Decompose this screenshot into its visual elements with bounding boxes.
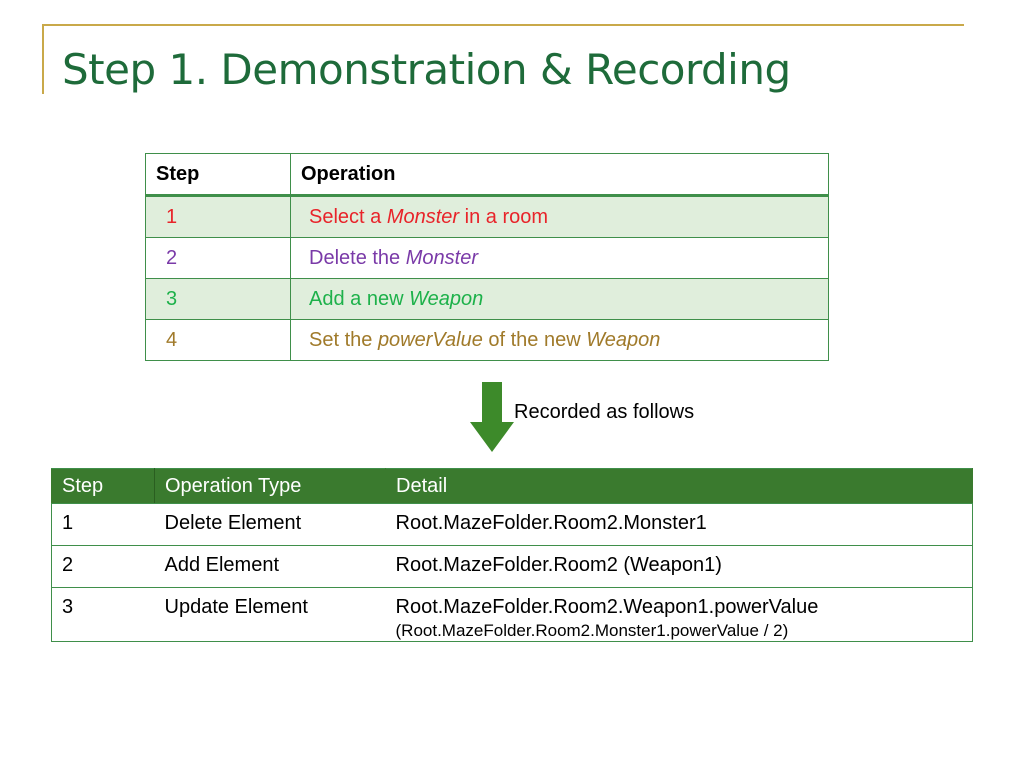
arrow-label: Recorded as follows [514,401,695,423]
rec-detail-sub: (Root.MazeFolder.Room2.Monster1.powerValue / 2) [395,621,789,640]
rec-detail [386,588,973,642]
recorded-row [52,504,973,546]
slide-title: Step 1. Demonstration & Recording [62,45,791,94]
rec-detail-main: Root.MazeFolder.Room2.Weapon1.powerValue [395,596,819,618]
decorative-left-rule [42,24,44,94]
recorded-row [52,546,973,588]
operations-row [146,320,829,361]
rec-step-number: 3 [52,588,155,642]
recorded-row [52,588,973,642]
rec-operation-type: Update Element [155,588,386,642]
rec-step-number: 1 [52,504,155,546]
op-description: Select a Monster in a room [291,196,829,238]
header-step: Step [52,469,155,504]
op-description: Delete the Monster [291,238,829,279]
operations-header-row [146,154,829,196]
recorded-operations-table [51,468,973,642]
operations-table [145,153,829,361]
rec-detail: Root.MazeFolder.Room2.Monster1 [386,504,973,546]
operations-row [146,279,829,320]
decorative-top-rule [42,24,964,26]
down-arrow-icon [468,382,516,454]
rec-step-number: 2 [52,546,155,588]
header-operation: Operation [291,154,829,196]
rec-operation-type: Add Element [155,546,386,588]
recorded-header-row [52,469,973,504]
rec-detail: Root.MazeFolder.Room2 (Weapon1) [386,546,973,588]
op-step-number: 4 [146,320,291,361]
op-step-number: 2 [146,238,291,279]
operations-row [146,196,829,238]
rec-operation-type: Delete Element [155,504,386,546]
op-step-number: 1 [146,196,291,238]
header-detail: Detail [386,469,973,504]
op-step-number: 3 [146,279,291,320]
operations-row [146,238,829,279]
header-operation-type: Operation Type [155,469,386,504]
op-description: Add a new Weapon [291,279,829,320]
header-step: Step [146,154,291,196]
op-description: Set the powerValue of the new Weapon [291,320,829,361]
